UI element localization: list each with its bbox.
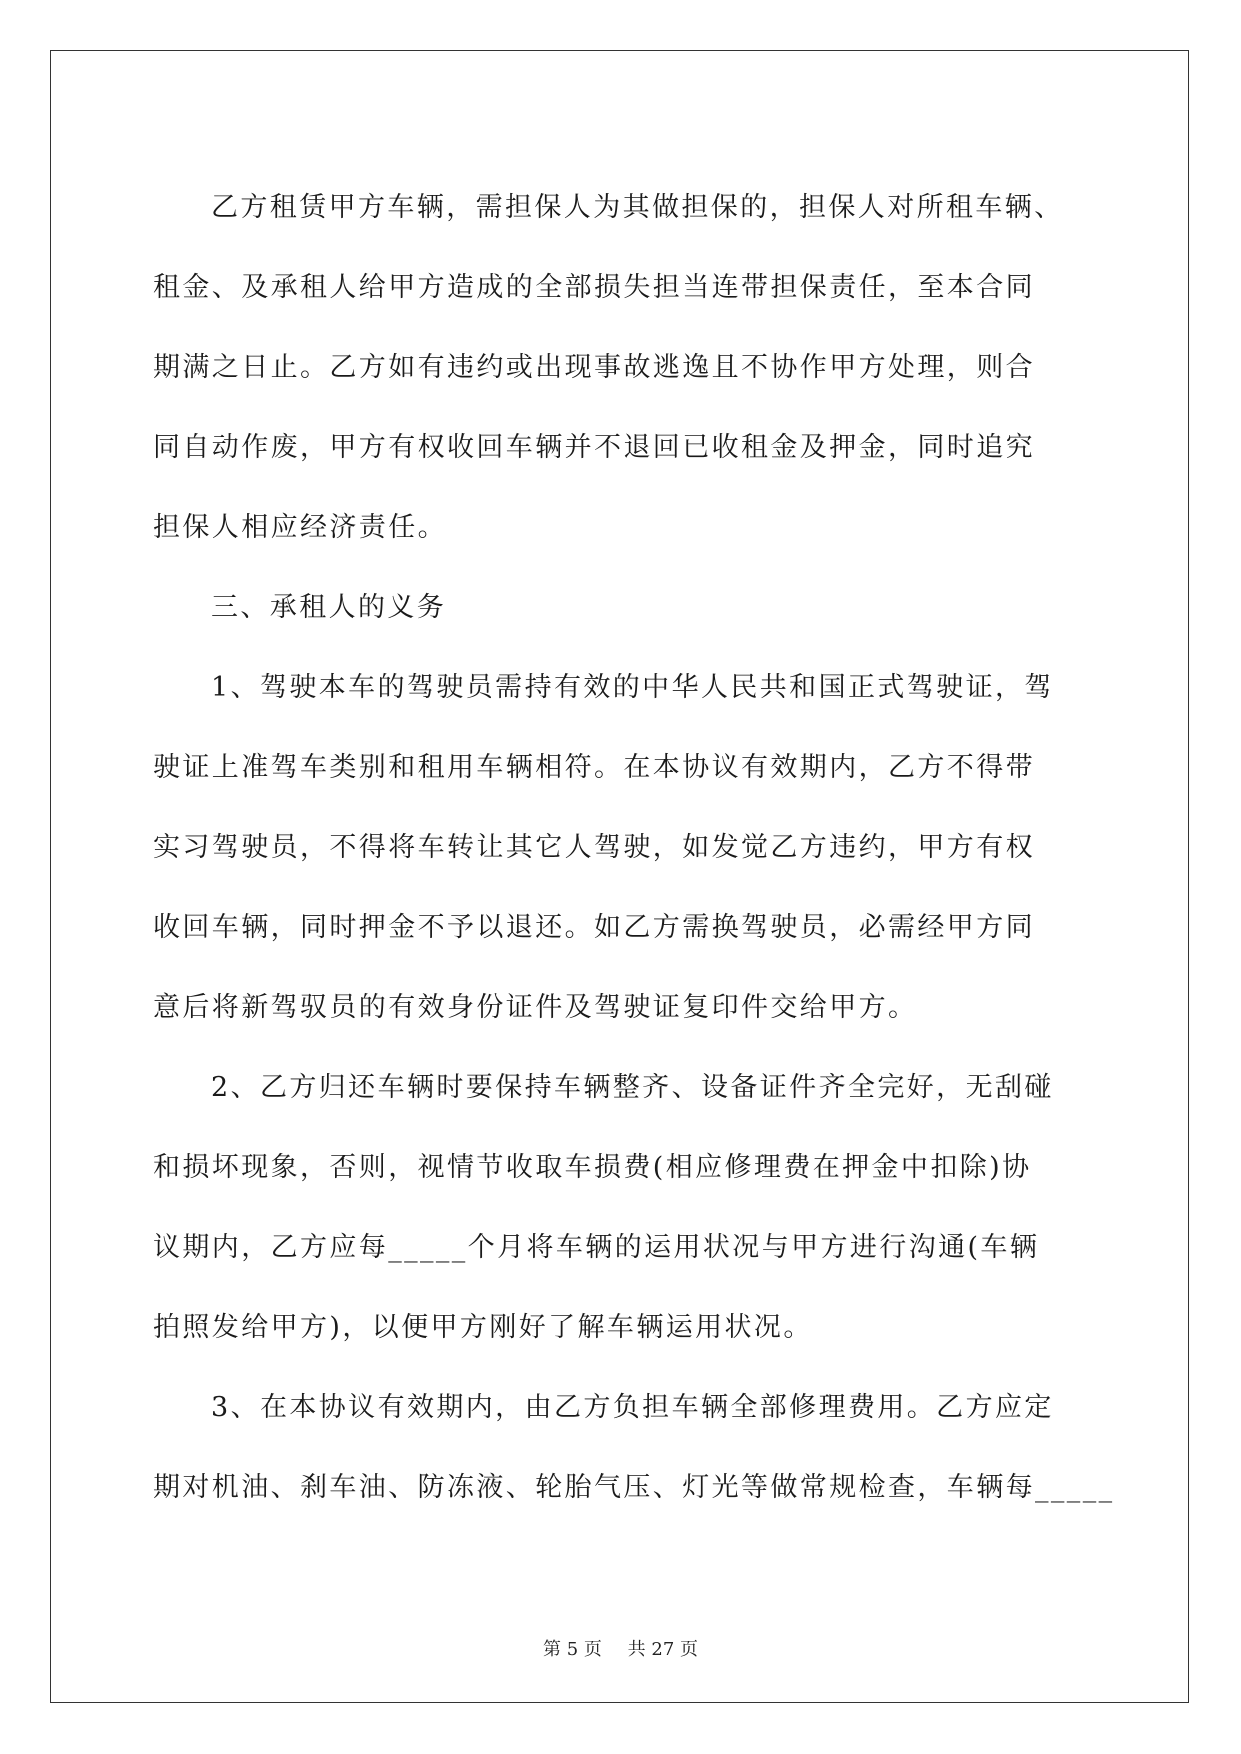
- text-line: 收回车辆，同时押金不予以退还。如乙方需换驾驶员，必需经甲方同: [153, 912, 1035, 943]
- text-line: 驶证上准驾车类别和租用车辆相符。在本协议有效期内，乙方不得带: [153, 752, 1035, 783]
- text-line: 乙方租赁甲方车辆，需担保人为其做担保的，担保人对所租车辆、: [211, 192, 1064, 223]
- text-line: 实习驾驶员，不得将车转让其它人驾驶，如发觉乙方违约，甲方有权: [153, 832, 1035, 863]
- text-line: 3、在本协议有效期内，由乙方负担车辆全部修理费用。乙方应定: [211, 1392, 1054, 1423]
- paragraph-guarantor: [153, 168, 1093, 568]
- paragraph-clause-1: [153, 648, 1093, 1048]
- text-line: 意后将新驾驭员的有效身份证件及驾驶证复印件交给甲方。: [153, 992, 918, 1023]
- page-total: 共 27 页: [627, 1639, 698, 1660]
- text-line: 和损坏现象，否则，视情节收取车损费(相应修理费在押金中扣除)协: [153, 1152, 1032, 1183]
- paragraph-clause-2: [153, 1048, 1093, 1368]
- text-line: 拍照发给甲方)，以便甲方刚好了解车辆运用状况。: [153, 1312, 813, 1343]
- text-line: 2、乙方归还车辆时要保持车辆整齐、设备证件齐全完好，无刮碰: [211, 1072, 1054, 1103]
- text-line: 担保人相应经济责任。: [153, 512, 447, 543]
- paragraph-clause-3: [153, 1368, 1115, 1528]
- text-line: 期满之日止。乙方如有违约或出现事故逃逸且不协作甲方处理，则合: [153, 352, 1035, 383]
- section-heading: [153, 568, 1093, 648]
- text-line: 议期内，乙方应每_____个月将车辆的运用状况与甲方进行沟通(车辆: [153, 1232, 1040, 1263]
- text-line: 租金、及承租人给甲方造成的全部损失担当连带担保责任，至本合同: [153, 272, 1035, 303]
- text-line: 1、驾驶本车的驾驶员需持有效的中华人民共和国正式驾驶证，驾: [211, 672, 1054, 703]
- text-line: 同自动作废，甲方有权收回车辆并不退回已收租金及押金，同时追究: [153, 432, 1035, 463]
- page-number: 第 5 页: [543, 1639, 602, 1660]
- page-footer: [0, 1635, 1241, 1661]
- text-line: 期对机油、刹车油、防冻液、轮胎气压、灯光等做常规检查，车辆每_____: [153, 1472, 1115, 1503]
- document-body: [153, 168, 1115, 1528]
- text-line: 三、承租人的义务: [211, 592, 447, 623]
